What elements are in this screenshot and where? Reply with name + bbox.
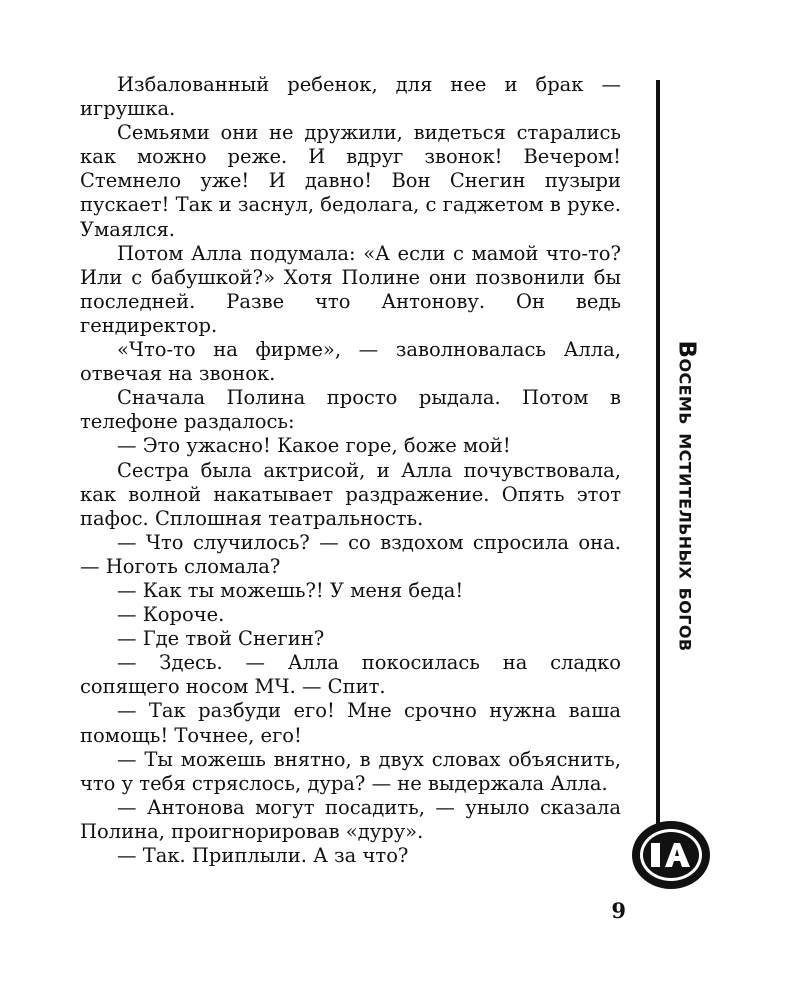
publisher-logo-icon [649,840,693,870]
paragraph: «Что-то на фирме», — заволновалась Алла, отвечая на звонок. [80,338,621,386]
dialogue-line: — Короче. [117,603,225,627]
margin-rule [656,80,660,843]
dialogue-line: — Что случилось? — со вздохом спросила она. — Ноготь сломала? [80,530,621,578]
running-title-text: Восемь мстительных богов [673,340,699,652]
publisher-logo [632,821,710,889]
running-title [670,326,702,666]
dialogue-line: — Здесь. — Алла покосилась на сладко сопящего носом МЧ. — Спит. [80,651,621,699]
dialogue-line: — Так. Приплыли. А за что? [117,844,409,867]
paragraph: Избалованный ребенок, для нее и брак — игрушка. [80,73,621,121]
dialogue-line: — Так разбуди его! Мне срочно нужна ваша помощь! Точнее, его! [80,699,621,747]
paragraph: Сестра была актрисой, и Алла почувствовала, как волной накатывает раздражение. Опять этот пафос. Сплошная театральность. [80,458,621,530]
dialogue-line: — Где твой Снегин? [117,627,325,651]
dialogue-line: — Антонова могут посадить, — уныло сказала Полина, проигнорировав «дуру». [80,795,621,843]
page-number: 9 [611,898,626,923]
paragraph: Сначала Полина просто рыдала. Потом в телефоне раздалось: [80,386,621,434]
paragraph: Семьями они не дружили, видеться старались как можно реже. И вдруг звонок! Вечером! Стемнело уже! И давно! Вон Снегин пузыри пускает! Так и заснул, бедолага, с гаджетом в руке. Умаялся. [80,121,621,241]
paragraph: Потом Алла подумала: «А если с мамой что-то? Или с бабушкой?» Хотя Полине они позвонили бы последней. Разве что Антонову. Он ведь гендиректор. [80,241,621,337]
dialogue-line: — Как ты можешь?! У меня беда! [117,578,464,602]
dialogue-line: — Ты можешь внятно, в двух словах объяснить, что у тебя стряслось, дура? — не выдержала Алла. [80,747,621,795]
dialogue-line: — Это ужасно! Какое горе, боже мой! [117,434,511,458]
page-body-text [80,73,621,868]
